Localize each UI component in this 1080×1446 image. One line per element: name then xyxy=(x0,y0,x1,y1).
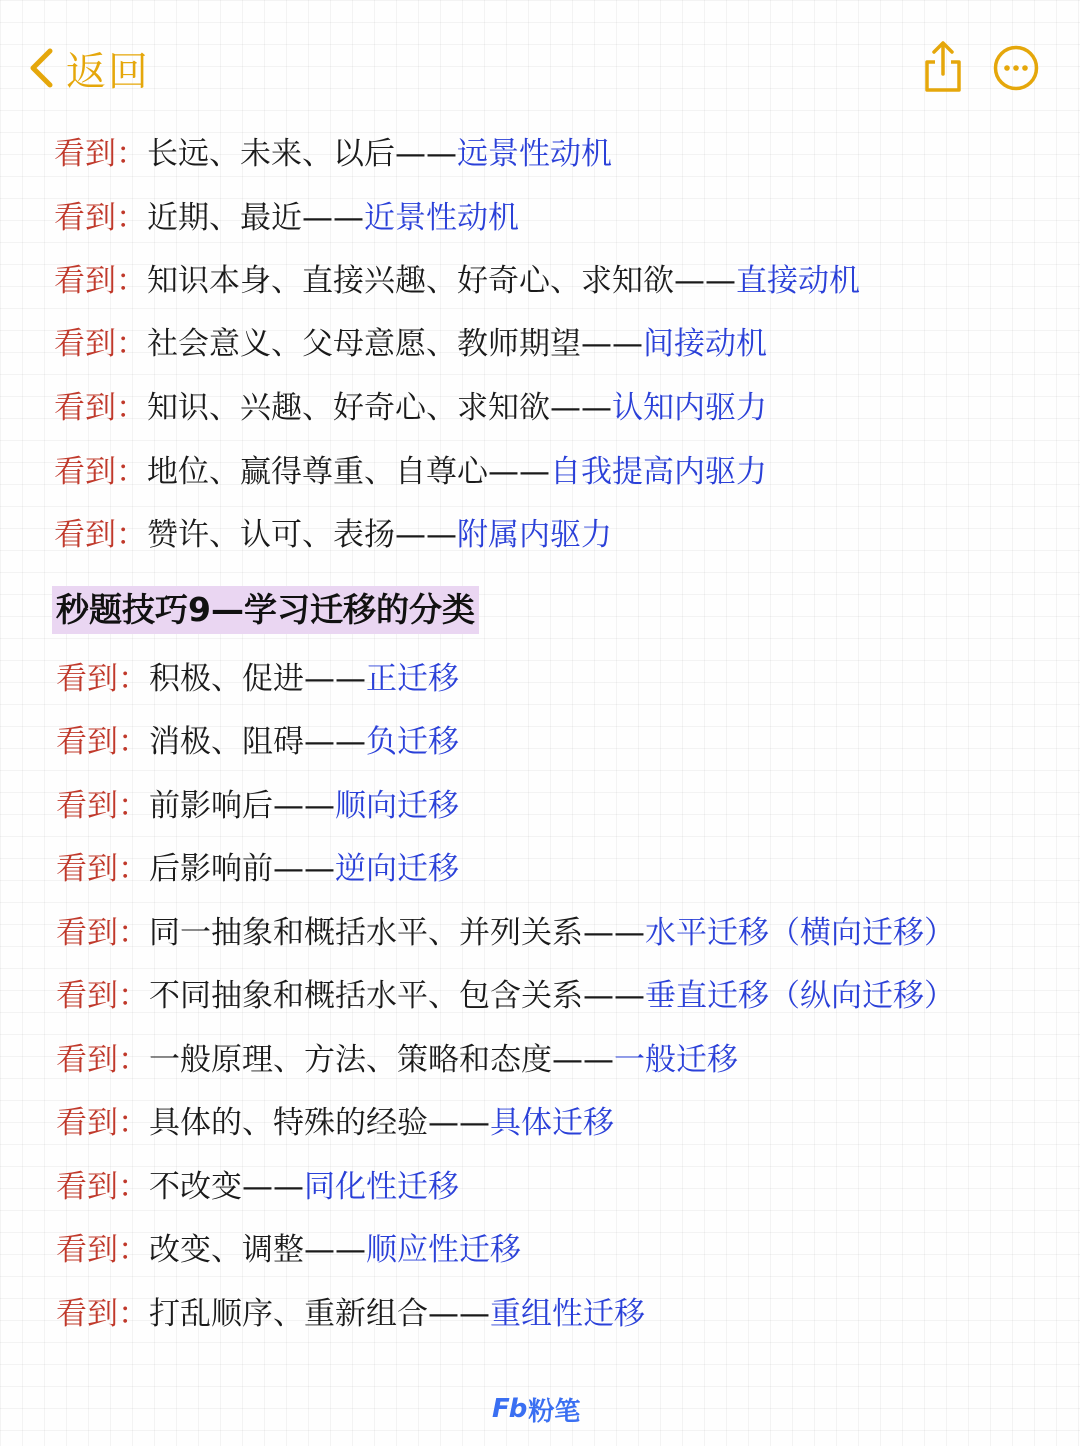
row-answer: 间接动机 xyxy=(643,326,767,362)
chevron-left-icon xyxy=(28,48,54,88)
list-item xyxy=(56,909,955,957)
list-item xyxy=(56,655,459,703)
row-keywords: 社会意义、父母意愿、教师期望—— xyxy=(147,326,643,362)
row-label: 看到： xyxy=(56,724,149,760)
row-keywords: 具体的、特殊的经验—— xyxy=(149,1105,490,1141)
row-answer: 认知内驱力 xyxy=(612,390,767,426)
row-answer: 具体迁移 xyxy=(490,1105,614,1141)
row-label: 看到： xyxy=(56,1169,149,1205)
share-button[interactable] xyxy=(920,40,966,94)
list-item xyxy=(54,257,860,305)
list-item xyxy=(56,1099,614,1147)
row-label: 看到： xyxy=(54,454,147,490)
list-item xyxy=(56,1163,459,1211)
list-item xyxy=(54,320,767,368)
list-item xyxy=(54,384,767,432)
row-answer: 顺向迁移 xyxy=(335,788,459,824)
list-item xyxy=(54,448,767,496)
row-label: 看到： xyxy=(56,1296,149,1332)
row-keywords: 不同抽象和概括水平、包含关系—— xyxy=(149,978,645,1014)
list-item xyxy=(56,1036,738,1084)
logo-mark: Fb xyxy=(492,1394,527,1424)
row-label: 看到： xyxy=(54,390,147,426)
row-answer: 水平迁移（横向迁移） xyxy=(645,915,955,951)
section-heading: 秒题技巧9—学习迁移的分类 xyxy=(52,586,479,634)
row-keywords: 积极、促进—— xyxy=(149,661,366,697)
row-answer: 附属内驱力 xyxy=(457,517,612,553)
row-keywords: 不改变—— xyxy=(149,1169,304,1205)
row-answer: 直接动机 xyxy=(736,263,860,299)
list-item xyxy=(56,782,459,830)
row-answer: 同化性迁移 xyxy=(304,1169,459,1205)
row-keywords: 长远、未来、以后—— xyxy=(147,136,457,172)
more-icon xyxy=(993,76,1039,95)
row-keywords: 打乱顺序、重新组合—— xyxy=(149,1296,490,1332)
row-label: 看到： xyxy=(56,1232,149,1268)
row-label: 看到： xyxy=(56,788,149,824)
row-answer: 正迁移 xyxy=(366,661,459,697)
row-keywords: 一般原理、方法、策略和态度—— xyxy=(149,1042,614,1078)
back-label: 返回 xyxy=(66,48,150,95)
logo-text: 粉笔 xyxy=(528,1396,581,1427)
row-answer: 逆向迁移 xyxy=(335,851,459,887)
row-answer: 远景性动机 xyxy=(457,136,612,172)
list-item xyxy=(54,194,519,242)
row-label: 看到： xyxy=(54,517,147,553)
brand-logo xyxy=(492,1392,580,1426)
row-keywords: 近期、最近—— xyxy=(147,200,364,236)
row-label: 看到： xyxy=(56,851,149,887)
row-label: 看到： xyxy=(54,200,147,236)
row-label: 看到： xyxy=(56,1042,149,1078)
list-item xyxy=(54,511,612,559)
row-keywords: 前影响后—— xyxy=(149,788,335,824)
row-label: 看到： xyxy=(54,326,147,362)
row-label: 看到： xyxy=(54,263,147,299)
row-keywords: 知识、兴趣、好奇心、求知欲—— xyxy=(147,390,612,426)
list-item xyxy=(56,1226,521,1274)
row-answer: 自我提高内驱力 xyxy=(550,454,767,490)
list-item xyxy=(54,130,612,178)
list-item xyxy=(56,718,459,766)
row-answer: 重组性迁移 xyxy=(490,1296,645,1332)
row-answer: 一般迁移 xyxy=(614,1042,738,1078)
list-item xyxy=(56,845,459,893)
row-label: 看到： xyxy=(54,136,147,172)
row-answer: 顺应性迁移 xyxy=(366,1232,521,1268)
row-keywords: 后影响前—— xyxy=(149,851,335,887)
row-keywords: 同一抽象和概括水平、并列关系—— xyxy=(149,915,645,951)
row-keywords: 知识本身、直接兴趣、好奇心、求知欲—— xyxy=(147,263,736,299)
top-bar xyxy=(0,0,1080,120)
row-keywords: 改变、调整—— xyxy=(149,1232,366,1268)
row-label: 看到： xyxy=(56,661,149,697)
list-item xyxy=(56,972,955,1020)
row-answer: 近景性动机 xyxy=(364,200,519,236)
row-answer: 垂直迁移（纵向迁移） xyxy=(645,978,955,1014)
row-label: 看到： xyxy=(56,915,149,951)
row-label: 看到： xyxy=(56,978,149,1014)
row-label: 看到： xyxy=(56,1105,149,1141)
row-keywords: 赞许、认可、表扬—— xyxy=(147,517,457,553)
row-keywords: 地位、赢得尊重、自尊心—— xyxy=(147,454,550,490)
more-button[interactable] xyxy=(993,45,1039,91)
back-button[interactable] xyxy=(28,38,150,98)
row-keywords: 消极、阻碍—— xyxy=(149,724,366,760)
share-icon xyxy=(920,79,966,98)
list-item xyxy=(56,1290,645,1338)
row-answer: 负迁移 xyxy=(366,724,459,760)
